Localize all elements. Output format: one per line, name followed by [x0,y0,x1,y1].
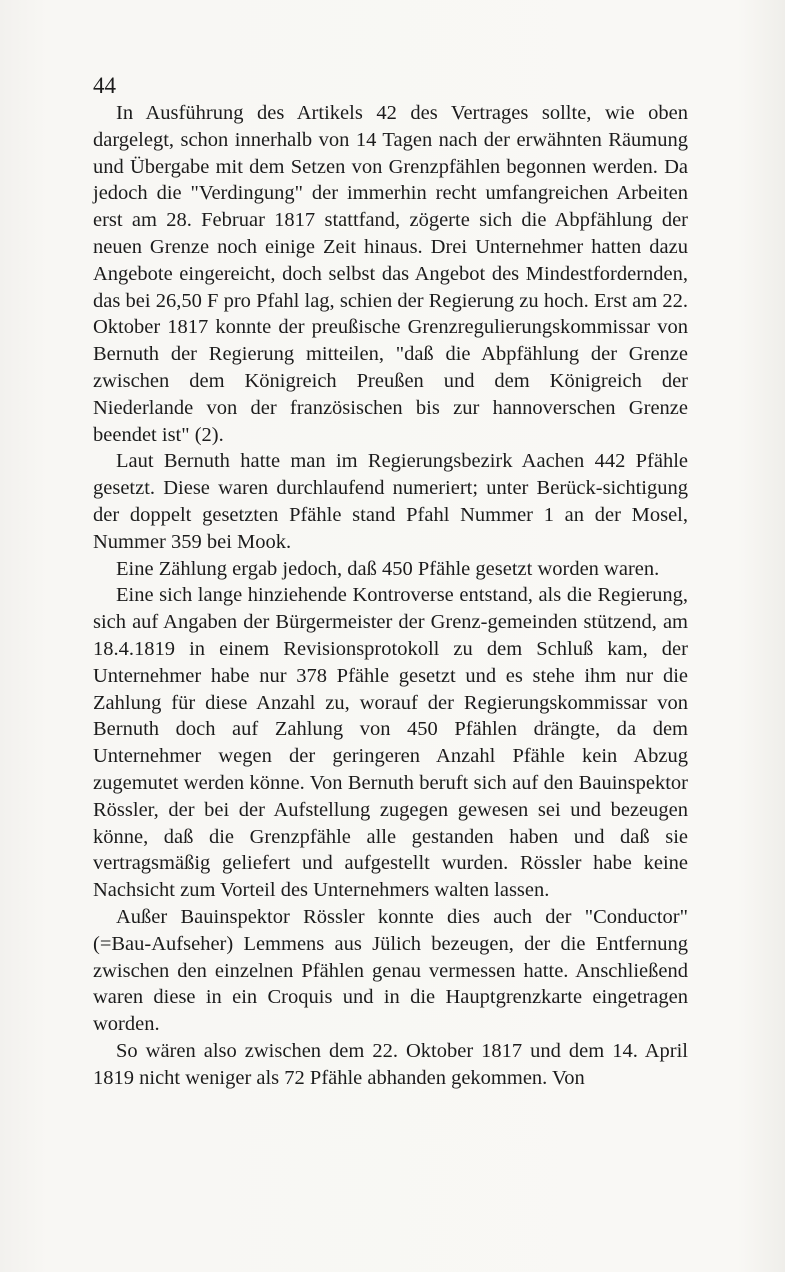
paragraph-3: Eine Zählung ergab jedoch, daß 450 Pfähle gesetzt worden waren. [116,557,660,580]
page-number: 44 [93,73,116,98]
paragraph-6: So wären also zwischen dem 22. Oktober 1817 und dem 14. April 1819 nicht weniger als 72 Pfähle abhanden gekommen. Von [93,1039,688,1089]
paragraph-1: In Ausführung des Artikels 42 des Vertrages sollte, wie oben dargelegt, schon innerhalb von 14 Tagen nach der erwähnten Räumung und Übergabe mit dem Setzen von Grenzpfählen begonnen werden. Da jedoch die "Verdingung" der immerhin recht umfangreichen Arbeiten erst am 28. Februar 1817 stattfand, zögerte sich die Abpfählung der neuen Grenze noch einige Zeit hinaus. Drei Unternehmer hatten dazu Angebote eingereicht, doch selbst das Angebot des Mindestfordernden, das bei 26,50 F pro Pfahl lag, schien der Regierung zu hoch. Erst am 22. Oktober 1817 konnte der preußische Grenzregulierungskommissar von Bernuth der Regierung mitteilen, "daß die Abpfählung der Grenze zwischen dem Königreich Preußen und dem Königreich der Niederlande von der französischen bis zur hannoverschen Grenze beendet ist" (2). [93,102,688,446]
paragraph-2: Laut Bernuth hatte man im Regierungsbezirk Aachen 442 Pfähle gesetzt. Diese waren durchlaufend numeriert; unter Berück-sichtigung der doppelt gesetzten Pfähle stand Pfahl Nummer 1 an der Mosel, Nummer 359 bei Mook. [93,450,688,553]
body-text [93,100,688,1091]
paragraph-4: Eine sich lange hinziehende Kontroverse entstand, als die Regierung, sich auf Angaben der Bürgermeister der Grenz-gemeinden stützend, am 18.4.1819 in einem Revisionsprotokoll zu dem Schluß kam, der Unternehmer habe nur 378 Pfähle gesetzt und es stehe ihm nur die Zahlung für diese Anzahl zu, worauf der Regierungskommissar von Bernuth doch auf Zahlung von 450 Pfählen drängte, da dem Unternehmer wegen der geringeren Anzahl Pfähle kein Abzug zugemutet werden könne. Von Bernuth beruft sich auf den Bauinspektor Rössler, der bei der Aufstellung zugegen gewesen sei und bezeugen könne, daß die Grenzpfähle alle gestanden haben und daß sie vertragsmäßig geliefert und aufgestellt wurden. Rössler habe keine Nachsicht zum Vorteil des Unternehmers walten lassen. [93,584,688,902]
paragraph-5: Außer Bauinspektor Rössler konnte dies auch der "Conductor" (=Bau-Aufseher) Lemmens aus Jülich bezeugen, der die Entfernung zwischen den einzelnen Pfählen genau vermessen hatte. Anschließend waren diese in ein Croquis und in die Hauptgrenzkarte eingetragen worden. [93,905,688,1036]
